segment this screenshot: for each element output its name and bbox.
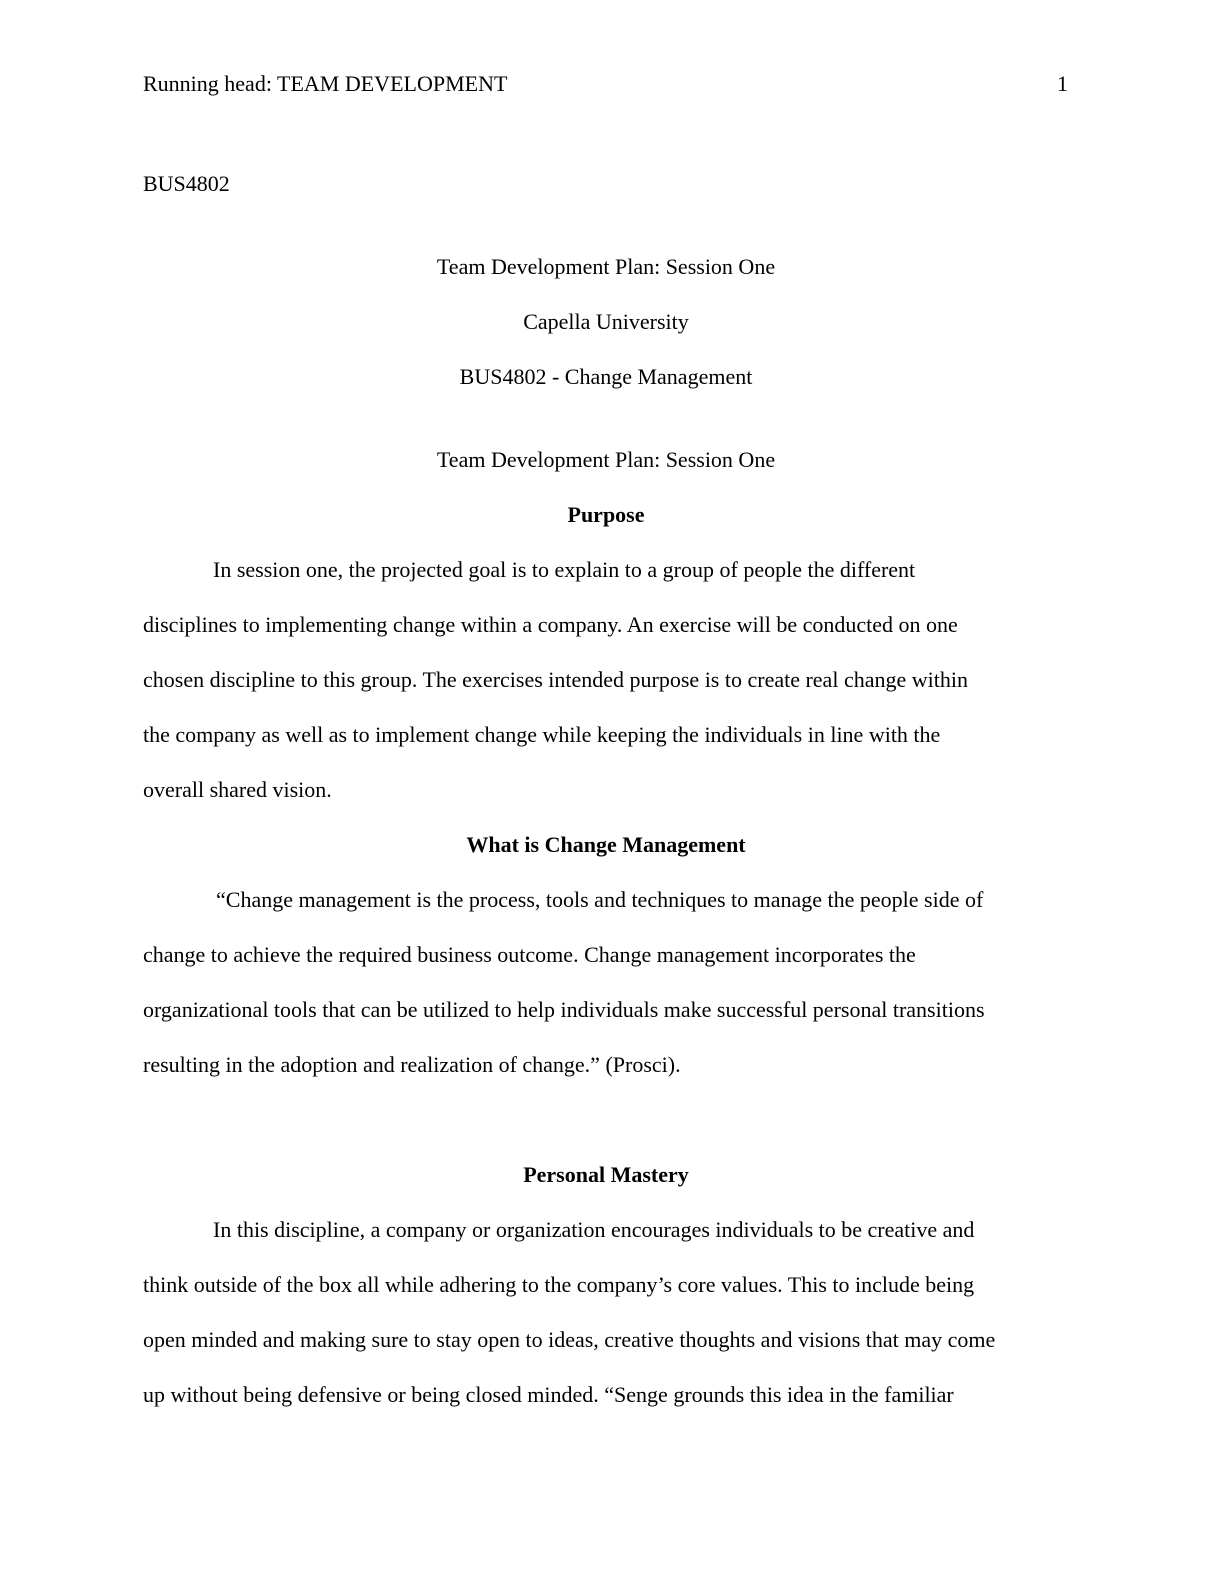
paragraph-line: “Change management is the process, tools and techniques to manage the people side of bbox=[216, 887, 984, 912]
paragraph-line: the company as well as to implement change while keeping the individuals in line with the bbox=[143, 722, 941, 747]
paragraph-line: think outside of the box all while adhering to the company’s core values. This to include being bbox=[143, 1272, 975, 1297]
paragraph-line: up without being defensive or being closed minded. “Senge grounds this idea in the familiar bbox=[143, 1382, 954, 1407]
paragraph-line: overall shared vision. bbox=[143, 777, 332, 802]
page-number: 1 bbox=[1057, 71, 1068, 96]
paragraph-line: organizational tools that can be utilized to help individuals make successful personal transitions bbox=[143, 997, 985, 1022]
paragraph-line: disciplines to implementing change within a company. An exercise will be conducted on one bbox=[143, 612, 958, 637]
section-heading-purpose: Purpose bbox=[567, 502, 645, 527]
running-head: Running head: TEAM DEVELOPMENT bbox=[143, 71, 508, 96]
paragraph-line: In this discipline, a company or organization encourages individuals to be creative and bbox=[213, 1217, 975, 1242]
course-code: BUS4802 bbox=[143, 171, 230, 196]
section-heading-personal-mastery: Personal Mastery bbox=[523, 1162, 689, 1187]
paragraph-line: chosen discipline to this group. The exercises intended purpose is to create real change within bbox=[143, 667, 968, 692]
paragraph-line: change to achieve the required business outcome. Change management incorporates the bbox=[143, 942, 916, 967]
institution-name: Capella University bbox=[523, 309, 689, 334]
paragraph-line: open minded and making sure to stay open to ideas, creative thoughts and visions that may come bbox=[143, 1327, 996, 1352]
section-heading-change-management: What is Change Management bbox=[466, 832, 746, 857]
document-title: Team Development Plan: Session One bbox=[436, 254, 776, 279]
paragraph-line: In session one, the projected goal is to explain to a group of people the different bbox=[213, 557, 916, 582]
body-title: Team Development Plan: Session One bbox=[436, 447, 776, 472]
paragraph-line: resulting in the adoption and realization of change.” (Prosci). bbox=[143, 1052, 681, 1077]
course-name: BUS4802 - Change Management bbox=[459, 364, 753, 389]
